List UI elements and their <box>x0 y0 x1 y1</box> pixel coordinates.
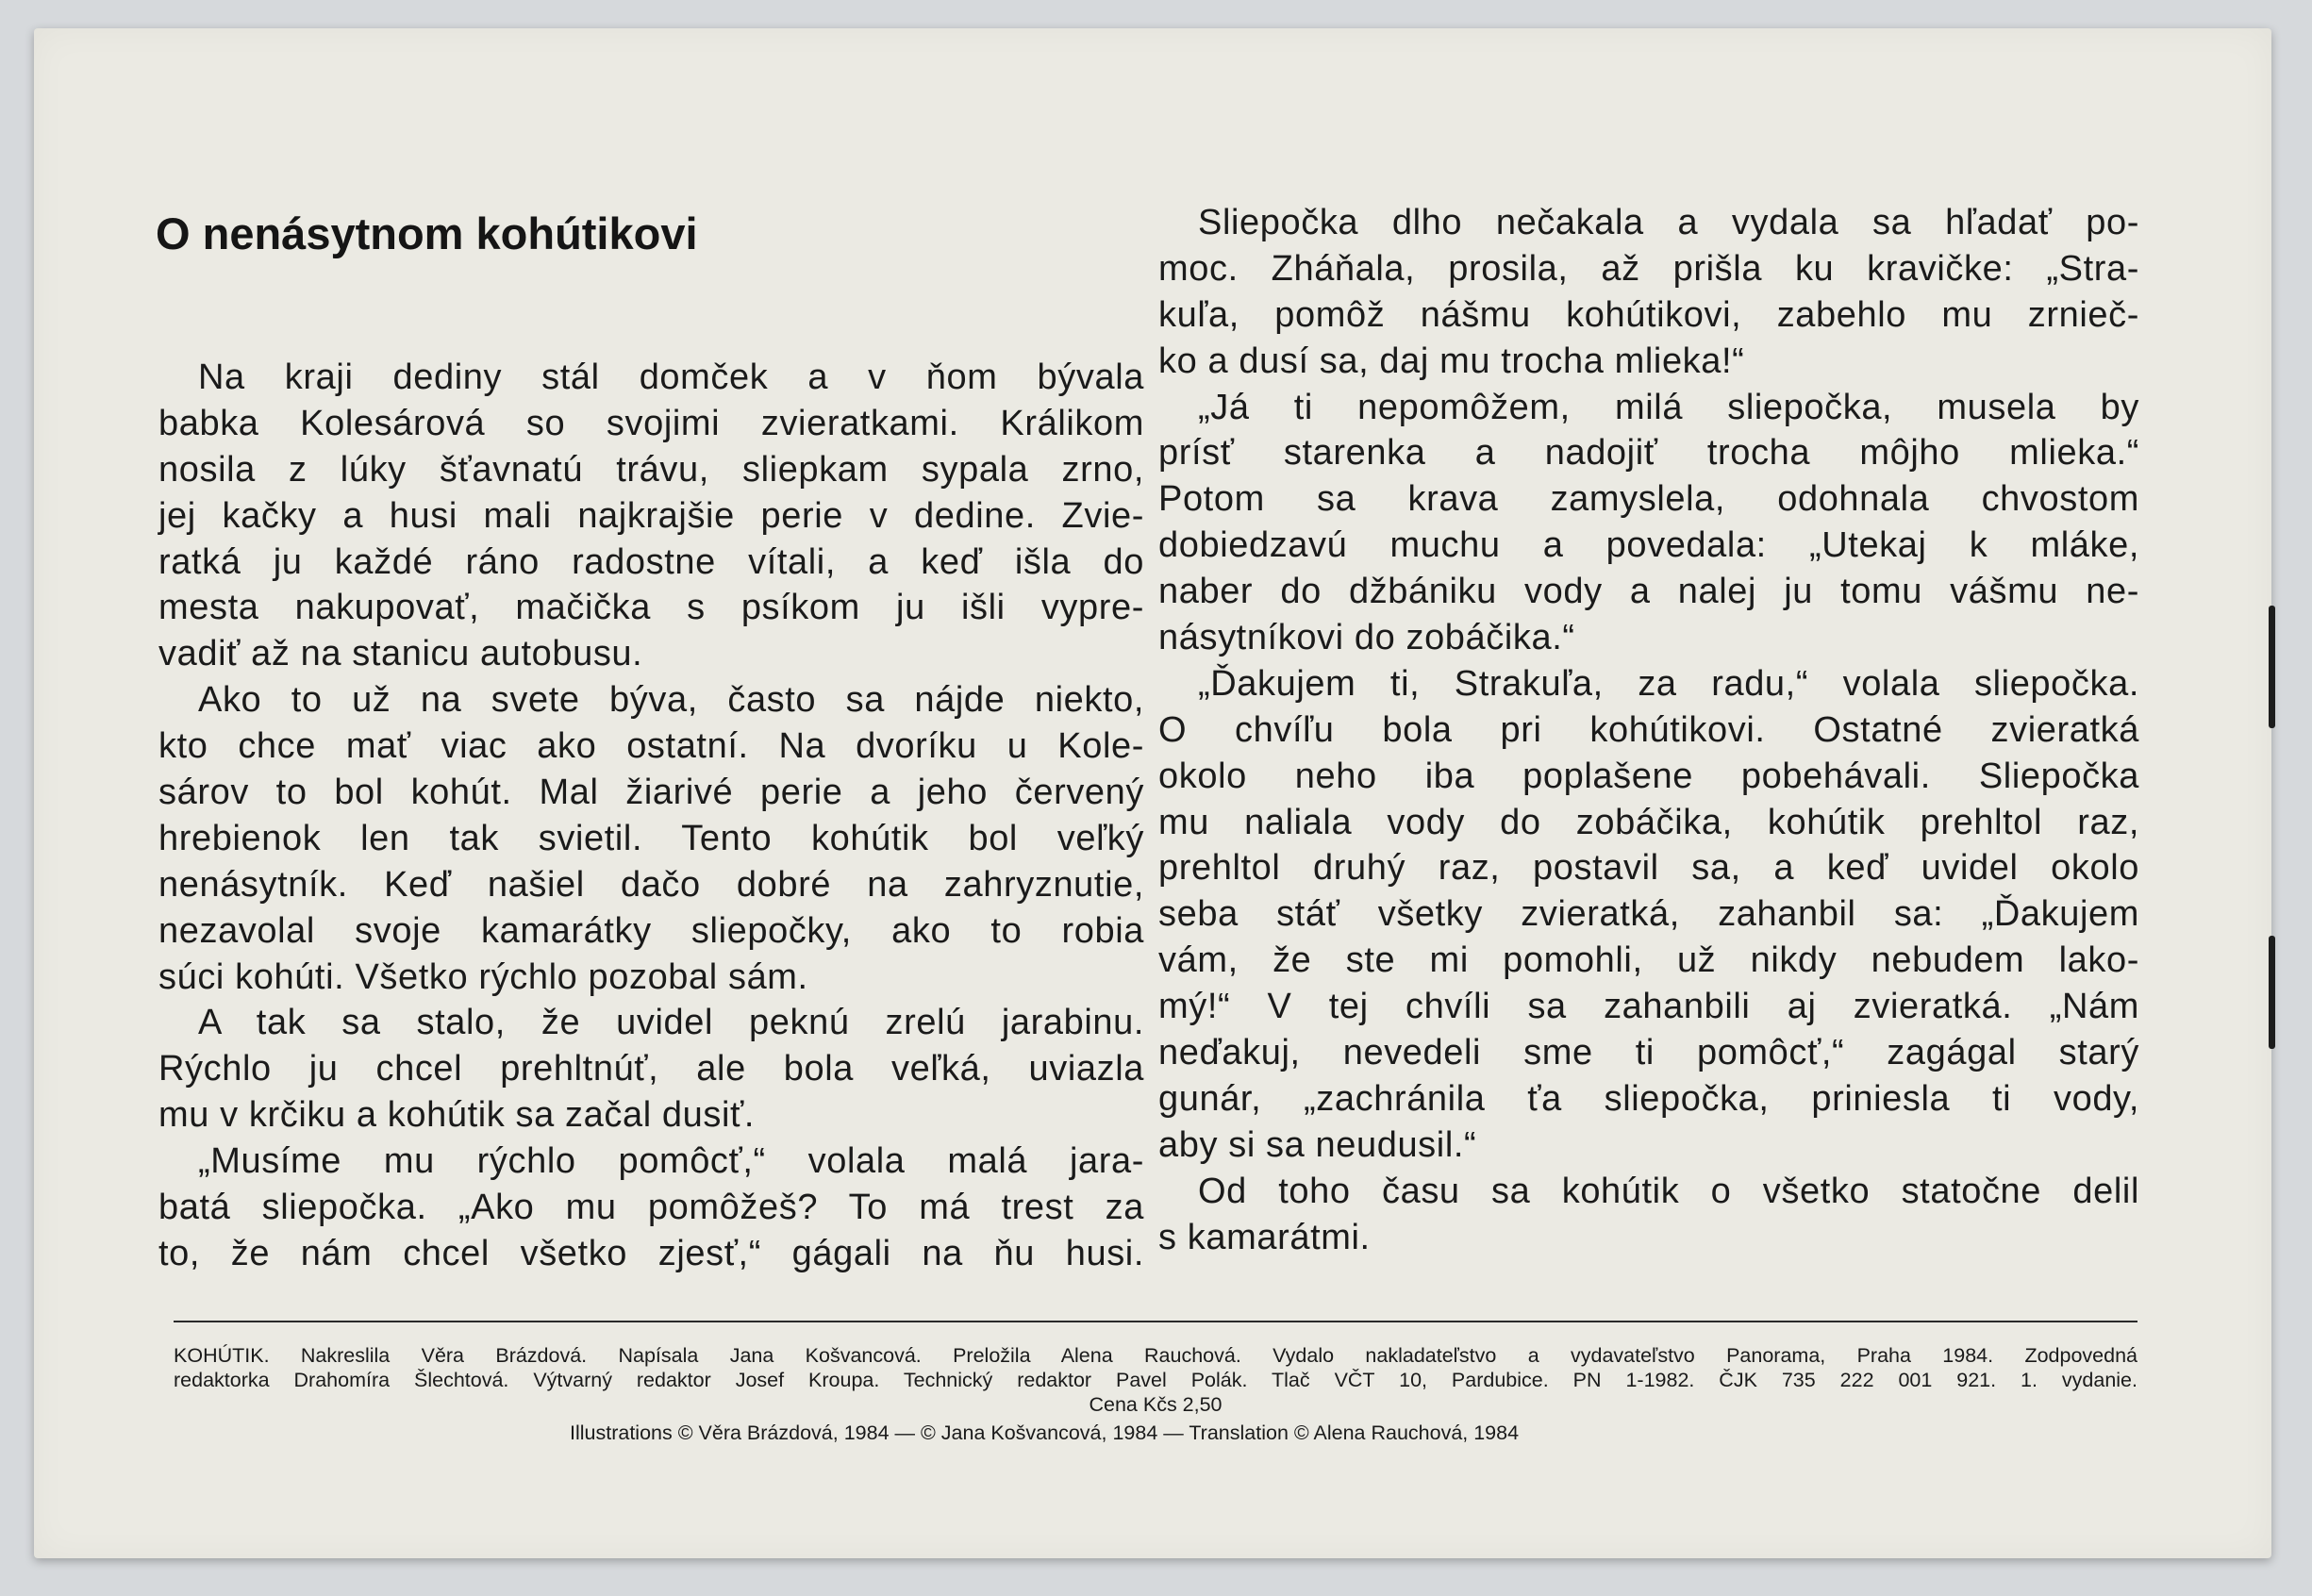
imprint-price: Cena Kčs 2,50 <box>1089 1393 1223 1416</box>
imprint-block <box>174 1343 2137 1445</box>
text-line: Na kraji dediny stál domček a v ňom bývala <box>198 357 1144 397</box>
story-title: O nenásytnom kohútikovi <box>156 208 698 258</box>
text-line: kuľa, pomôž nášmu kohútikovi, zabehlo mu zrnieč- <box>1158 294 2139 335</box>
text-line: okolo neho iba poplašene pobehávali. Sliepočka <box>1158 756 2139 796</box>
text-line: babka Kolesárová so svojimi zvieratkami. Králikom <box>158 403 1144 443</box>
text-line: súci kohúti. Všetko rýchlo pozobal sám. <box>158 956 808 997</box>
text-line: aby si sa neudusil.“ <box>1158 1124 1477 1165</box>
text-line: Rýchlo ju chcel prehltnúť, ale bola veľká, uviazla <box>158 1049 1144 1089</box>
text-line: dobiedzavú muchu a povedala: „Utekaj k mláke, <box>1158 525 2139 566</box>
left-text-column <box>158 355 1144 1277</box>
text-line: vadiť až na stanicu autobusu. <box>158 634 643 674</box>
text-line: kto chce mať viac ako ostatní. Na dvoríku u Kole- <box>158 726 1144 767</box>
binding-staple-bottom <box>2269 936 2275 1049</box>
text-line: vám, že ste mi pomohli, už nikdy nebudem lako- <box>1158 940 2139 981</box>
text-line: násytníkovi do zobáčika.“ <box>1158 618 1575 658</box>
imprint-line: KOHÚTIK. Nakreslila Věra Brázdová. Napísala Jana Košvancová. Preložila Alena Rauchová. Vydalo nakladateľstvo a vydavateľstvo Panorama, Praha 1984. Zodpovedná <box>174 1344 2137 1367</box>
text-line: sárov to bol kohút. Mal žiarivé perie a jeho červený <box>158 773 1144 813</box>
text-line: „Ďakujem ti, Strakuľa, za radu,“ volala sliepočka. <box>1198 663 2139 704</box>
text-line: gunár, „zachránila ťa sliepočka, priniesla ti vody, <box>1158 1078 2139 1119</box>
text-line: neďakuj, nevedeli sme ti pomôcť,“ zagágal starý <box>1158 1033 2139 1073</box>
text-line: Potom sa krava zamyslela, odohnala chvostom <box>1158 479 2139 520</box>
right-text-column <box>1158 200 2139 1260</box>
text-line: Ako to už na svete býva, často sa nájde niekto, <box>198 680 1144 721</box>
binding-staple-top <box>2269 606 2275 728</box>
text-line: batá sliepočka. „Ako mu pomôžeš? To má trest za <box>158 1188 1144 1228</box>
text-line: „Musíme mu rýchlo pomôcť,“ volala malá jara- <box>198 1141 1144 1182</box>
text-line: O chvíľu bola pri kohútikovi. Ostatné zvieratká <box>1158 709 2139 750</box>
imprint-divider <box>174 1321 2137 1322</box>
text-line: jej kačky a husi mali najkrajšie perie v dedine. Zvie- <box>158 495 1144 536</box>
imprint-line: redaktorka Drahomíra Šlechtová. Výtvarný redaktor Josef Kroupa. Technický redaktor Pavel Polák. Tlač VČT 10, Pardubice. PN 1-1982. ČJK 735 222 001 921. 1. vydanie. <box>174 1369 2137 1391</box>
text-line: to, že nám chcel všetko zjesť,“ gágali na ňu husi. <box>158 1233 1144 1273</box>
text-line: nosila z lúky šťavnatú trávu, sliepkam sypala zrno, <box>158 449 1144 490</box>
text-line: naber do džbániku vody a nalej ju tomu vášmu ne- <box>1158 572 2139 612</box>
text-line: ko a dusí sa, daj mu trocha mlieka!“ <box>1158 341 1745 381</box>
text-line: mu v krčiku a kohútik sa začal dusiť. <box>158 1095 756 1136</box>
text-line: mý!“ V tej chvíli sa zahanbili aj zvieratká. „Nám <box>1158 987 2139 1027</box>
text-line: prehltol druhý raz, postavil sa, a keď uvidel okolo <box>1158 848 2139 889</box>
text-line: Sliepočka dlho nečakala a vydala sa hľadať po- <box>1198 203 2139 242</box>
text-line: nenásytník. Keď našiel dačo dobré na zahryznutie, <box>158 864 1144 905</box>
imprint-credits: Illustrations © Věra Brázdová, 1984 — © Jana Košvancová, 1984 — Translation © Alena Rauchová, 1984 <box>570 1421 1520 1444</box>
text-line: hrebienok len tak svietil. Tento kohútik bol veľký <box>158 818 1144 858</box>
text-line: mu naliala vody do zobáčika, kohútik prehltol raz, <box>1158 802 2139 842</box>
text-line: A tak sa stalo, že uvidel peknú zrelú jarabinu. <box>198 1003 1144 1043</box>
text-line: moc. Zháňala, prosila, až prišla ku kravičke: „Stra- <box>1158 248 2139 289</box>
text-line: prísť starenka a nadojiť trocha môjho mlieka.“ <box>1158 433 2139 474</box>
text-line: nezavolal svoje kamarátky sliepočky, ako to robia <box>158 910 1144 951</box>
text-line: s kamarátmi. <box>1158 1217 1371 1257</box>
text-line: ratká ju každé ráno radostne vítali, a keď išla do <box>158 541 1144 582</box>
text-line: Od toho času sa kohútik o všetko statočne delil <box>1198 1171 2139 1211</box>
text-line: mesta nakupovať, mačička s psíkom ju išli vypre- <box>158 588 1144 628</box>
text-line: seba stáť všetky zvieratká, zahanbil sa: „Ďakujem <box>1158 894 2139 935</box>
text-line: „Já ti nepomôžem, milá sliepočka, musela by <box>1198 387 2139 427</box>
